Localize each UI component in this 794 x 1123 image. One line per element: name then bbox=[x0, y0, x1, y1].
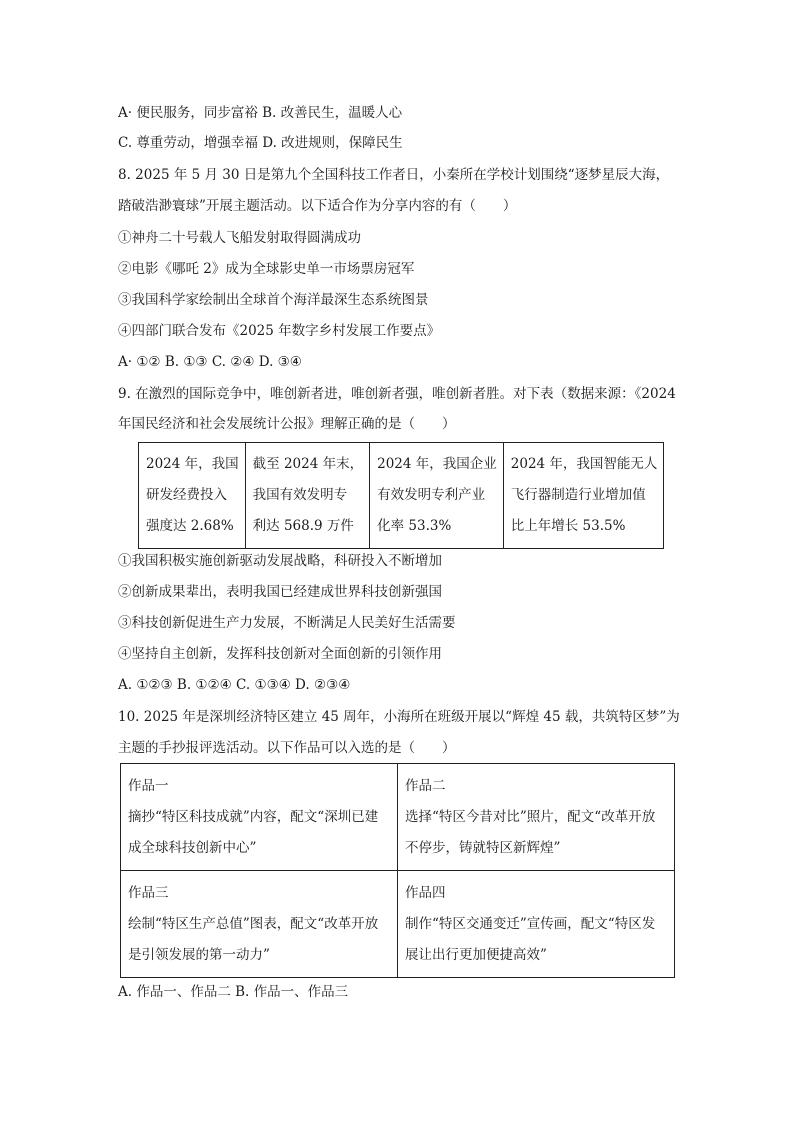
cell-line: 2024 年，我国企业 bbox=[377, 456, 497, 472]
q9-data-table bbox=[138, 442, 664, 549]
work-desc-line: 不停步，铸就特区新辉煌” bbox=[405, 840, 561, 856]
table-row bbox=[121, 871, 675, 978]
work-title: 作品三 bbox=[128, 885, 169, 901]
cell-line: 研发经费投入 bbox=[146, 487, 227, 503]
cell-line: 2024 年，我国智能无人 bbox=[510, 456, 658, 472]
work-cell-3 bbox=[121, 871, 398, 978]
work-title: 作品一 bbox=[128, 778, 169, 794]
work-desc-line: 选择“特区今昔对比”照片，配文“改革开放 bbox=[405, 809, 656, 825]
q9-stem-line-1: 9. 在激烈的国际竞争中，唯创新者进，唯创新者强，唯创新者胜。对下表（数据来源：《2024 bbox=[118, 386, 676, 402]
q9-stem-line-2: 年国民经济和社会发展统计公报》理解正确的是（ ） bbox=[118, 416, 456, 432]
q10-stem-line-2: 主题的手抄报评选活动。以下作品可以入选的是（ ） bbox=[118, 740, 456, 756]
q8-item-1: ①神舟二十号载人飞船发射取得圆满成功 bbox=[118, 230, 361, 246]
q8-item-3: ③我国科学家绘制出全球首个海洋最深生态系统图景 bbox=[118, 292, 429, 308]
table-cell bbox=[139, 443, 246, 549]
work-title: 作品四 bbox=[405, 885, 446, 901]
q8-item-2: ②电影《哪吒 2》成为全球影史单一市场票房冠军 bbox=[118, 261, 415, 277]
q10-stem-line-1: 10. 2025 年是深圳经济特区建立 45 周年，小海所在班级开展以“辉煌 45 载，共筑特区梦”为 bbox=[118, 709, 680, 725]
q7-option-line-2: C. 尊重劳动，增强幸福 D. 改进规则，保障民生 bbox=[118, 135, 403, 151]
q9-item-3: ③科技创新促进生产力发展，不断满足人民美好生活需要 bbox=[118, 615, 456, 631]
q8-stem-line-1: 8. 2025 年 5 月 30 日是第九个全国科技工作者日，小秦所在学校计划围绕“逐梦星辰大海， bbox=[118, 167, 670, 183]
cell-line: 截至 2024 年末， bbox=[252, 456, 364, 472]
cell-line: 有效发明专利产业 bbox=[377, 487, 486, 503]
work-title: 作品二 bbox=[405, 778, 446, 794]
q7-option-line-1: A· 便民服务，同步富裕 B. 改善民生，温暖人心 bbox=[118, 105, 403, 121]
work-cell-2 bbox=[398, 764, 675, 871]
cell-line: 强度达 2.68% bbox=[146, 518, 234, 534]
q9-item-4: ④坚持自主创新，发挥科技创新对全面创新的引领作用 bbox=[118, 646, 442, 662]
work-desc-line: 绘制“特区生产总值”图表，配文“改革开放 bbox=[128, 916, 379, 932]
cell-line: 比上年增长 53.5% bbox=[510, 518, 626, 534]
table-row bbox=[121, 764, 675, 871]
cell-line: 利达 568.9 万件 bbox=[252, 518, 354, 534]
work-desc-line: 摘抄“特区科技成就”内容，配文“深圳已建 bbox=[128, 809, 379, 825]
q10-options: A. 作品一、作品二 B. 作品一、作品三 bbox=[118, 984, 349, 1000]
table-row bbox=[139, 443, 664, 549]
table-cell bbox=[503, 443, 664, 549]
q9-item-2: ②创新成果辈出，表明我国已经建成世界科技创新强国 bbox=[118, 584, 442, 600]
cell-line: 飞行器制造行业增加值 bbox=[510, 487, 646, 503]
q9-options: A. ①②③ B. ①②④ C. ①③④ D. ②③④ bbox=[118, 677, 351, 693]
q8-options: A· ①② B. ①③ C. ②④ D. ③④ bbox=[118, 354, 302, 370]
cell-line: 化率 53.3% bbox=[377, 518, 452, 534]
work-desc-line: 成全球科技创新中心” bbox=[128, 840, 257, 856]
cell-line: 2024 年，我国 bbox=[146, 456, 239, 472]
q8-stem-line-2: 踏破浩渺寰球”开展主题活动。以下适合作为分享内容的有（ ） bbox=[118, 198, 517, 214]
q8-item-4: ④四部门联合发布《2025 年数字乡村发展工作要点》 bbox=[118, 323, 441, 339]
table-cell bbox=[370, 443, 504, 549]
work-desc-line: 是引领发展的第一动力” bbox=[128, 947, 270, 963]
q10-works-table bbox=[120, 763, 675, 978]
work-desc-line: 展让出行更加便捷高效” bbox=[405, 947, 547, 963]
table-cell bbox=[245, 443, 369, 549]
work-desc-line: 制作“特区交通变迁”宣传画，配文“特区发 bbox=[405, 916, 656, 932]
work-cell-1 bbox=[121, 764, 398, 871]
q9-item-1: ①我国积极实施创新驱动发展战略，科研投入不断增加 bbox=[118, 553, 442, 569]
work-cell-4 bbox=[398, 871, 675, 978]
cell-line: 我国有效发明专 bbox=[252, 487, 348, 503]
